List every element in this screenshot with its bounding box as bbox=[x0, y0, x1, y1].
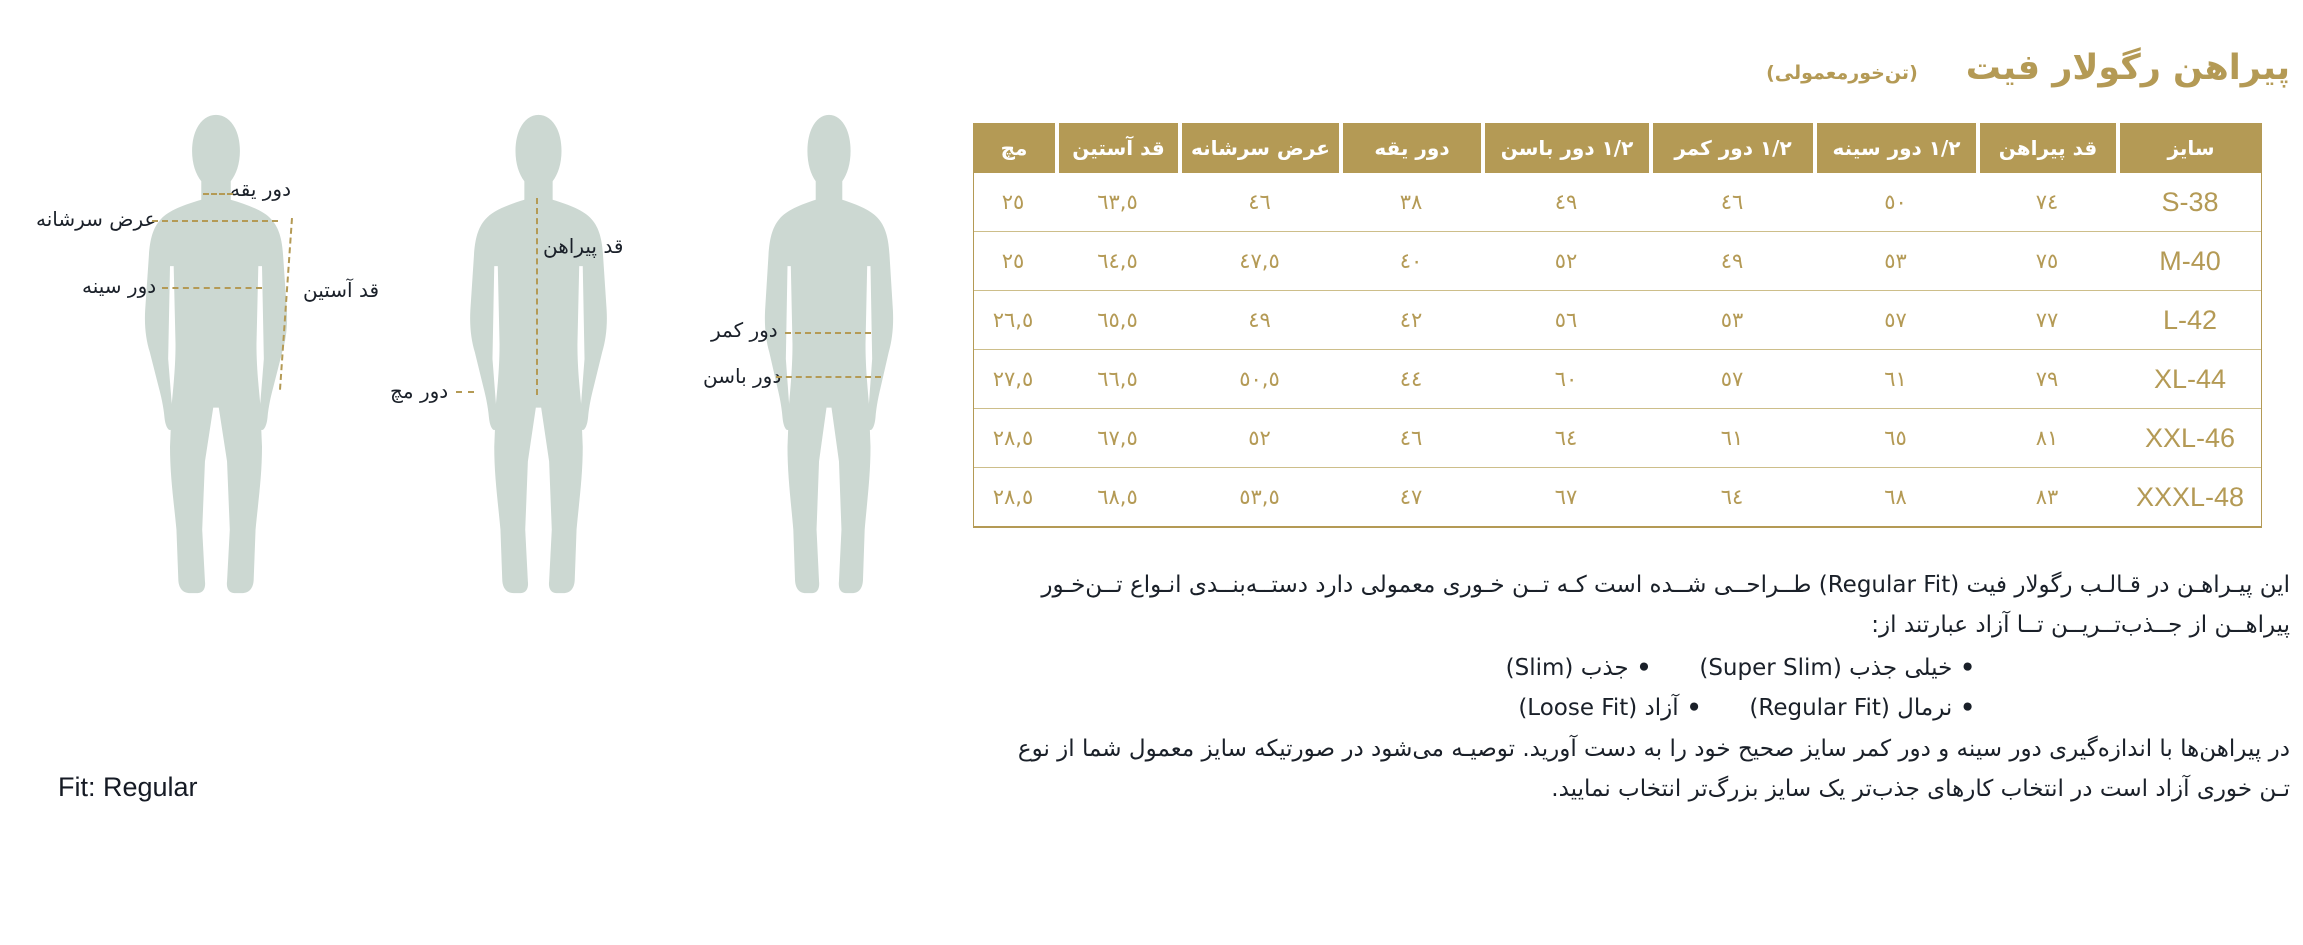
size-table-header-cell: ١/٢ دور باسن bbox=[1485, 123, 1649, 173]
measurement-cell: ٦٦,٥ bbox=[1097, 367, 1138, 391]
measurement-cell: ٤٧,٥ bbox=[1239, 249, 1280, 273]
size-table-row bbox=[974, 408, 2261, 467]
measurement-cell: ٥٠,٥ bbox=[1239, 367, 1280, 391]
size-table-row bbox=[974, 349, 2261, 408]
measurement-cell: ٨١ bbox=[2035, 426, 2059, 450]
size-table-header-cell: قد آستین bbox=[1059, 123, 1178, 173]
measurement-cell: ٦١ bbox=[1884, 367, 1907, 391]
measurement-cell: ٤٦ bbox=[1399, 426, 1423, 450]
measurement-cell: ٦٤,٥ bbox=[1097, 249, 1138, 273]
measurement-cell: ٦٨,٥ bbox=[1097, 485, 1138, 509]
hip-measure-line bbox=[776, 376, 881, 378]
measurement-cell: ٥٧ bbox=[1884, 308, 1907, 332]
measurement-cell: ٧٤ bbox=[2035, 190, 2059, 214]
size-table-header-cell: سایز bbox=[2120, 123, 2262, 173]
measurement-cell: ٦٤ bbox=[1720, 485, 1744, 509]
size-table-header-row bbox=[973, 123, 2262, 173]
measurement-cell: ٦١ bbox=[1720, 426, 1744, 450]
measurement-cell: ٧٥ bbox=[2035, 249, 2059, 273]
measurement-cell: ٢٦,٥ bbox=[992, 308, 1034, 332]
body-silhouette-front-3 bbox=[746, 110, 912, 598]
measurement-cell: ٥٢ bbox=[1554, 249, 1578, 273]
measurement-cell: ٤٧ bbox=[1399, 485, 1423, 509]
measurement-cell: ٥٢ bbox=[1248, 426, 1271, 450]
fit-type-label: جذب (Slim) bbox=[1505, 655, 1629, 681]
size-table-row bbox=[974, 467, 2261, 526]
fit-type-regular bbox=[1749, 695, 1975, 721]
measurement-cell: ٥٧ bbox=[1720, 367, 1744, 391]
shirt-length-measure-line bbox=[536, 198, 538, 395]
measurement-cell: ٦٠ bbox=[1554, 367, 1578, 391]
measurement-cell: ٢٥ bbox=[1001, 190, 1025, 214]
size-cell: XL-44 bbox=[2153, 363, 2227, 394]
fit-types-row-1 bbox=[1506, 655, 1975, 681]
fit-type-slim bbox=[1506, 655, 1652, 681]
size-table-row bbox=[974, 231, 2261, 290]
size-table-row bbox=[974, 173, 2261, 231]
fit-type-label: خیلی جذب (Super Slim) bbox=[1699, 655, 1953, 681]
description-line-4: تـن خوری آزاد است در انتخاب کارهای جذب‌تر یک سایز بزرگ‌تر انتخاب نمایید. bbox=[1551, 776, 2290, 802]
measurement-cell: ٢٨,٥ bbox=[992, 426, 1034, 450]
waist-label: دور کمر bbox=[711, 318, 778, 342]
measurement-cell: ٢٨,٥ bbox=[992, 485, 1034, 509]
page-title-main: پیراهن رگولار فیت bbox=[1965, 48, 2290, 88]
description-line-1: این پیـراهـن در قـالـب رگولار فیت (Regular Fit) طــراحــی شــده است کـه تــن خـوری معمولی دارد دستــه‌بنــدی انـواع تــن‌خـور bbox=[1041, 572, 2290, 598]
fit-label: Fit: Regular bbox=[58, 772, 198, 802]
collar-measure-line bbox=[203, 193, 233, 195]
measurement-cell: ٦٤ bbox=[1554, 426, 1578, 450]
measurement-cell: ٥٦ bbox=[1554, 308, 1578, 332]
hip-label: دور باسن bbox=[703, 364, 782, 388]
measurement-cell: ٨٣ bbox=[2035, 485, 2059, 509]
bullet-icon: • bbox=[1960, 695, 1975, 721]
size-table-header-cell: مچ bbox=[973, 123, 1055, 173]
shoulder-measure-line bbox=[152, 220, 278, 222]
sleeve-length-label: قد آستین bbox=[303, 278, 380, 302]
measurement-cell: ٦٧,٥ bbox=[1097, 426, 1138, 450]
measurement-cell: ٤٦ bbox=[1720, 190, 1744, 214]
measurement-cell: ٦٣,٥ bbox=[1097, 190, 1138, 214]
size-cell: M-40 bbox=[2159, 245, 2221, 276]
measurement-cell: ٥٣,٥ bbox=[1239, 485, 1280, 509]
measurement-cell: ٤٩ bbox=[1248, 308, 1271, 332]
description-line-2: پیراهــن از جــذب‌تــریــن تــا آزاد عبارتند از: bbox=[1871, 612, 2290, 638]
measurement-cell: ٦٧ bbox=[1554, 485, 1578, 509]
measurement-cell: ٦٨ bbox=[1884, 485, 1907, 509]
description-line-3: در پیراهن‌ها با اندازه‌گیری دور سینه و دور کمر سایز صحیح خود را به دست آورید. توصیـه می‌شود در صورتیکه سایز معمول شما از نوع bbox=[1017, 736, 2290, 762]
measurement-cell: ٤٤ bbox=[1399, 367, 1423, 391]
measurement-cell: ٥٠ bbox=[1884, 190, 1907, 214]
measurement-cell: ٦٥ bbox=[1884, 426, 1907, 450]
chest-label: دور سینه bbox=[82, 274, 157, 298]
fit-types-row-2 bbox=[1518, 695, 1975, 721]
shirt-length-label: قد پیراهن bbox=[543, 234, 624, 258]
measurement-cell: ٤٦ bbox=[1248, 190, 1271, 214]
collar-label: دور یقه bbox=[230, 177, 291, 201]
fit-type-label: آزاد (Loose Fit) bbox=[1518, 695, 1679, 721]
waist-measure-line bbox=[785, 332, 871, 334]
measurement-cell: ٤٩ bbox=[1720, 249, 1744, 273]
size-table-header-cell: قد پیراهن bbox=[1980, 123, 2116, 173]
measurement-cell: ٦٥,٥ bbox=[1097, 308, 1138, 332]
measurement-cell: ٢٥ bbox=[1001, 249, 1025, 273]
fit-type-label: نرمال (Regular Fit) bbox=[1749, 695, 1953, 721]
wrist-measure-line bbox=[456, 391, 474, 393]
person-icon bbox=[450, 110, 627, 598]
measurement-cell: ٢٧,٥ bbox=[992, 367, 1034, 391]
size-table-header-cell: عرض سرشانه bbox=[1182, 123, 1339, 173]
size-table-header-cell: ١/٢ دور کمر bbox=[1653, 123, 1813, 173]
size-cell: S-38 bbox=[2161, 186, 2219, 217]
size-table bbox=[973, 123, 2262, 528]
bullet-icon: • bbox=[1636, 655, 1652, 681]
measurement-cell: ٣٨ bbox=[1399, 190, 1423, 214]
size-table-header-cell: دور یقه bbox=[1343, 123, 1481, 173]
measurement-cell: ٤٩ bbox=[1554, 190, 1578, 214]
measurement-cell: ٥٣ bbox=[1720, 308, 1744, 332]
measurement-cell: ٧٩ bbox=[2035, 367, 2059, 391]
body-silhouette-front-2 bbox=[450, 110, 627, 598]
size-table-body bbox=[973, 173, 2262, 528]
wrist-label: دور مچ bbox=[390, 379, 449, 403]
size-cell: L-42 bbox=[2162, 304, 2218, 335]
size-cell: XXXL-48 bbox=[2135, 481, 2245, 512]
measurement-cell: ٥٣ bbox=[1884, 249, 1907, 273]
page-title-sub: (تن‌خورمعمولی) bbox=[1766, 62, 1918, 84]
measurement-cell: ٤٢ bbox=[1399, 308, 1423, 332]
size-cell: XXL-46 bbox=[2144, 422, 2236, 453]
size-table-row bbox=[974, 290, 2261, 349]
bullet-icon: • bbox=[1686, 695, 1702, 721]
measurement-cell: ٤٠ bbox=[1399, 249, 1423, 273]
shoulder-width-label: عرض سرشانه bbox=[36, 207, 157, 231]
fit-type-loose bbox=[1518, 695, 1701, 721]
bullet-icon: • bbox=[1960, 655, 1975, 681]
page-title bbox=[1766, 48, 2290, 88]
chest-measure-line bbox=[162, 287, 262, 289]
fit-type-super-slim bbox=[1699, 655, 1975, 681]
measurement-cell: ٧٧ bbox=[2035, 308, 2059, 332]
size-table-header-cell: ١/٢ دور سینه bbox=[1817, 123, 1976, 173]
person-icon bbox=[746, 110, 912, 598]
